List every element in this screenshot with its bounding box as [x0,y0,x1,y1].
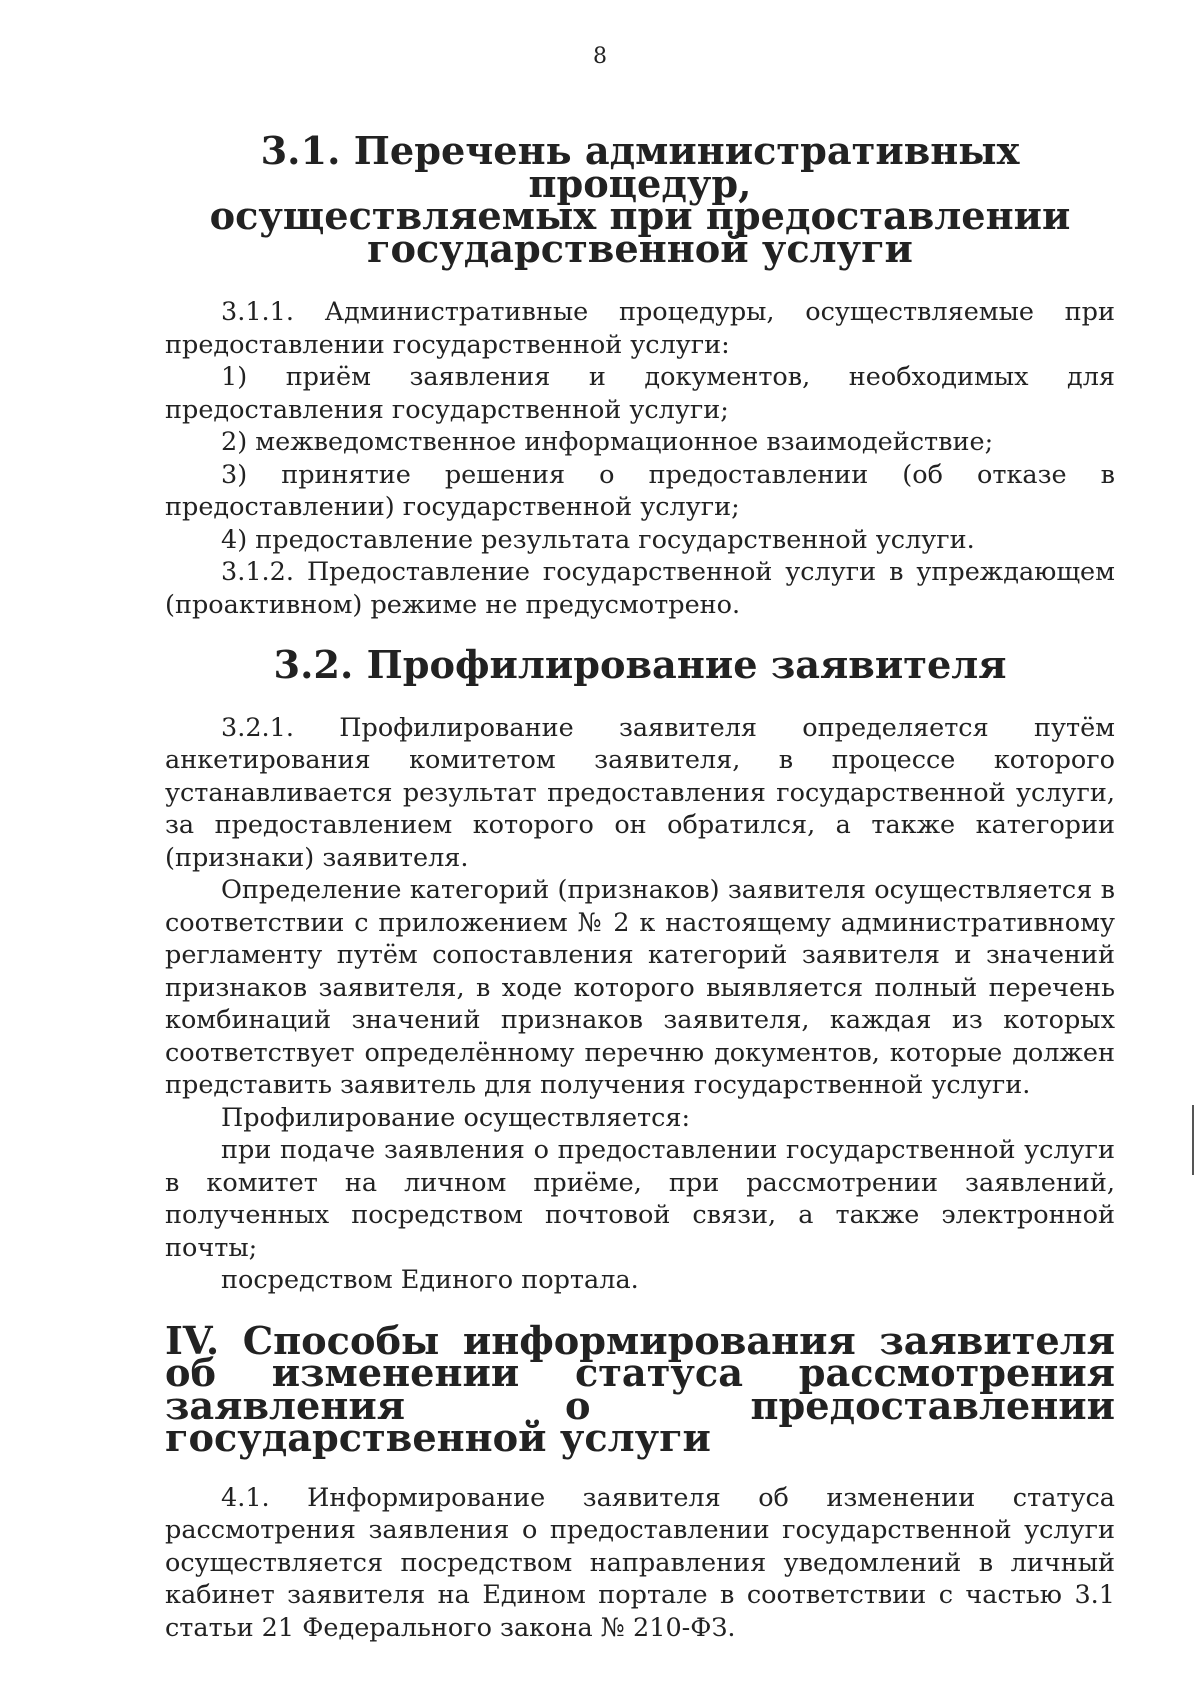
page-number: 8 [593,44,607,69]
paragraph-in-person: при подаче заявления о предоставлении государственной услуги в комитет на личном приёме, при рассмотрении заявлений, полученных посредством почтовой связи, а также электронной почты; [165,1135,1115,1263]
paragraph-profiling: Профилирование осуществляется: [221,1102,691,1133]
paragraph-3-2-1: 3.2.1. Профилирование заявителя определяется путём анкетирования комитетом заявителя, в процессе которого устанавливается результат предоставления государственной услуги, за предоставлением которого он обратился, а также категории (признаки) заявителя. [165,712,1115,873]
section-4-heading: IV. Способы информирования заявителя об изменении статуса рассмотрения заявления о предоставлении государственной услуги [165,1318,1115,1461]
paragraph-3-1-2: 3.1.2. Предоставление государственной услуги в упреждающем (проактивном) режиме не предусмотрено. [165,557,1115,620]
paragraph-4-1: 4.1. Информирование заявителя об изменении статуса рассмотрения заявления о предоставлении государственной услуги осуществляется посредством направления уведомлений в личный кабинет заявителя на Едином портале в соответствии с частью 3.1 статьи 21 Федерального закона № 210-ФЗ. [165,1482,1115,1643]
section-3-1-heading-line-1: 3.1. Перечень административных процедур, [260,129,1020,207]
paragraph-portal: посредством Единого портала. [221,1265,639,1295]
list-item-1: 1) приём заявления и документов, необходимых для предоставления государственной услуги; [165,362,1115,425]
paragraph-categories: Определение категорий (признаков) заявителя осуществляется в соответствии с приложением № 2 к настоящему административному регламенту путём сопоставления категорий заявителя и значений признаков заявителя, в ходе которого выявляется полный перечень комбинаций значений признаков заявителя, каждая из которых соответствует определённому перечню документов, которые должен представить заявитель для получения государственной услуги. [165,875,1115,1100]
section-3-1-heading-line-2: осуществляемых при предоставлении государственной услуги [209,194,1071,272]
section-3-2-heading: 3.2. Профилирование заявителя [273,643,1007,688]
list-item-2: 2) межведомственное информационное взаимодействие; [221,427,994,457]
scan-edge-mark [1192,1105,1194,1175]
paragraph-3-1-1: 3.1.1. Административные процедуры, осуществляемые при предоставлении государственной услуги: [165,297,1115,360]
list-item-3: 3) принятие решения о предоставлении (об отказе в предоставлении) государственной услуги; [165,459,1115,522]
page-content [165,129,1115,1644]
list-item-4: 4) предоставление результата государственной услуги. [221,524,975,555]
section-3-1-heading [165,129,1115,272]
